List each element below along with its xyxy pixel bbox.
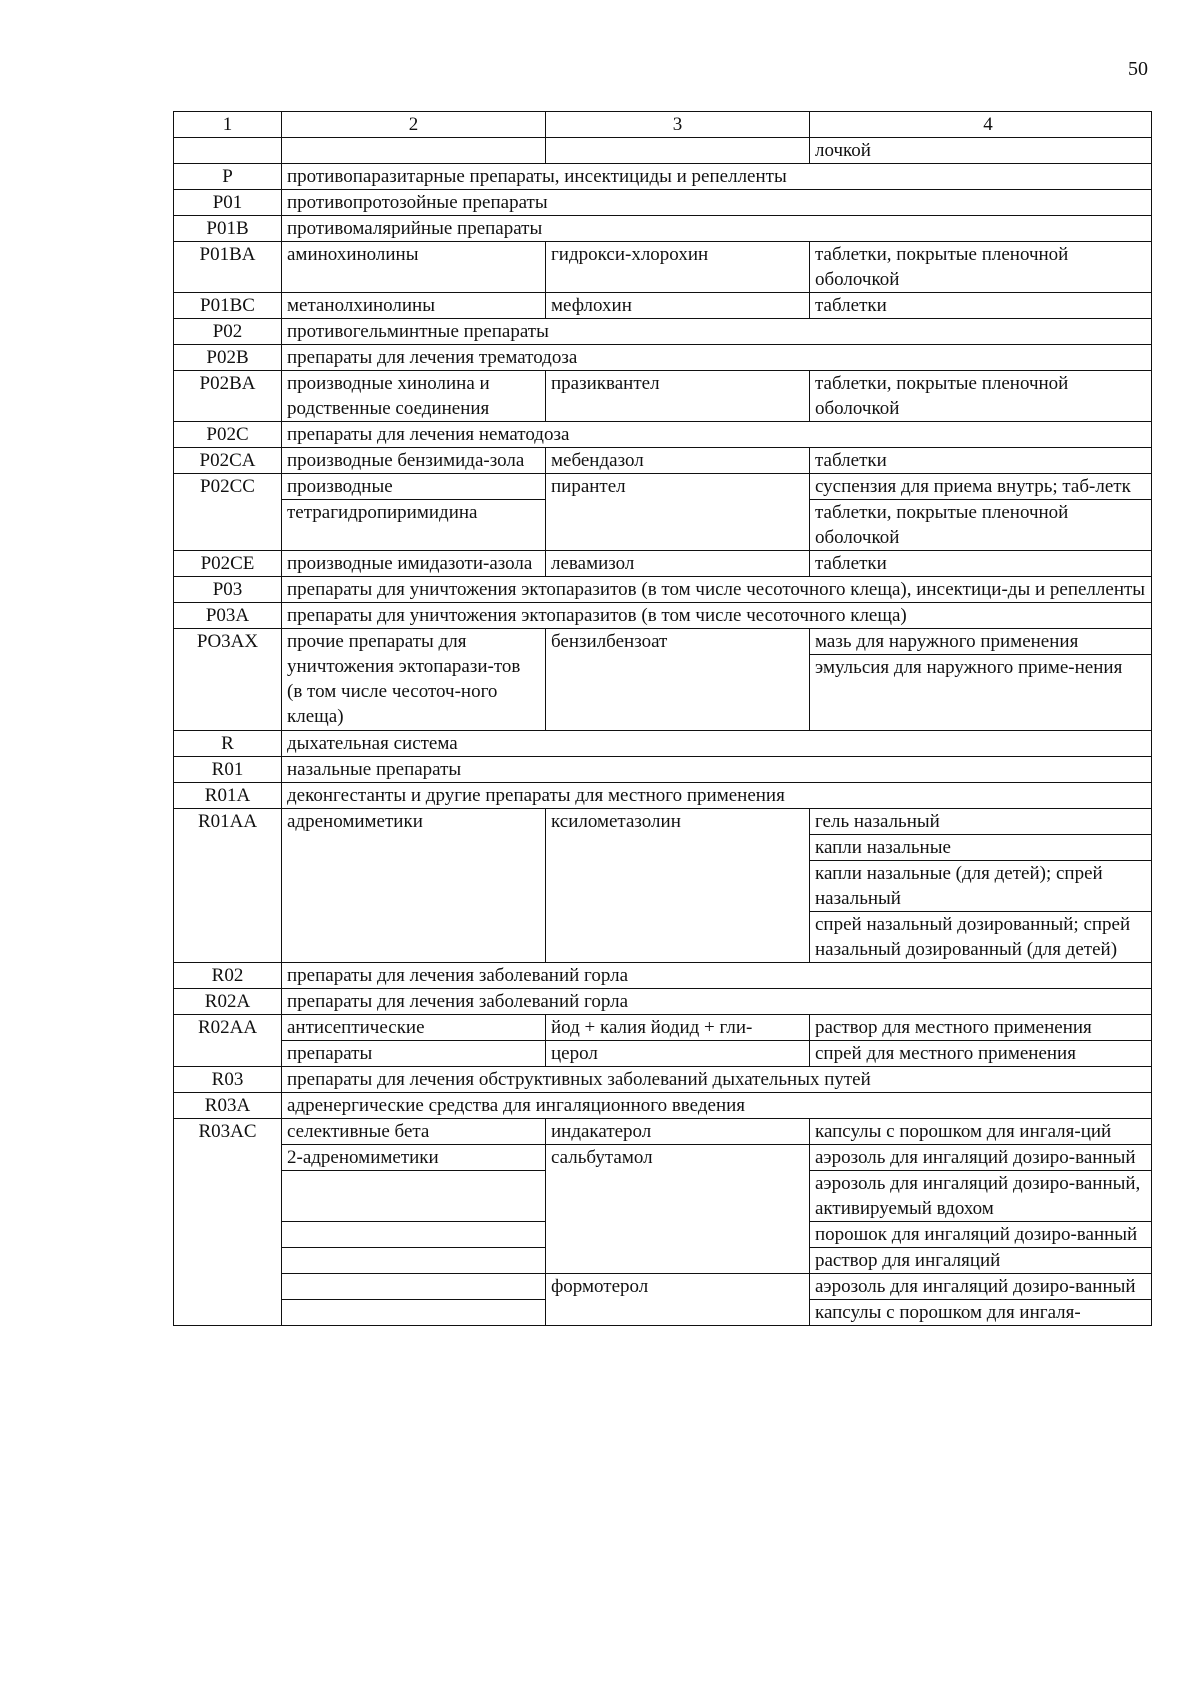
drug-name: сальбутамол <box>546 1145 810 1274</box>
dosage-form: таблетки, покрытые пленочной оболочкой <box>810 500 1152 551</box>
group-title: противопротозойные препараты <box>282 190 1152 216</box>
page-number: 50 <box>1128 58 1148 80</box>
dosage-form: таблетки <box>810 293 1152 319</box>
dosage-form: таблетки, покрытые пленочной оболочкой <box>810 371 1152 422</box>
group-title: препараты для лечения трематодоза <box>282 345 1152 371</box>
group-title: препараты для уничтожения эктопаразитов (в том числе чесоточного клеща) <box>282 603 1152 629</box>
group-title: деконгестанты и другие препараты для местного применения <box>282 783 1152 809</box>
dosage-form: аэрозоль для ингаляций дозиро-ванный <box>810 1274 1152 1300</box>
atc-code: R03A <box>174 1093 282 1119</box>
pharm-group <box>282 1171 546 1222</box>
pharm-group: адреномиметики <box>282 809 546 963</box>
atc-code: P02CA <box>174 448 282 474</box>
pharm-group: антисептические <box>282 1015 546 1041</box>
pharm-group <box>282 138 546 164</box>
atc-code: R02 <box>174 963 282 989</box>
atc-code: R01AA <box>174 809 282 963</box>
pharm-group: производные бензимида-зола <box>282 448 546 474</box>
atc-code: R03 <box>174 1067 282 1093</box>
dosage-form: порошок для ингаляций дозиро-ванный <box>810 1222 1152 1248</box>
table-row <box>174 1067 1152 1093</box>
medication-table <box>173 111 1152 1326</box>
atc-code: R <box>174 731 282 757</box>
group-title: препараты для лечения нематодоза <box>282 422 1152 448</box>
group-title: препараты для лечения обструктивных заболеваний дыхательных путей <box>282 1067 1152 1093</box>
table-row <box>174 293 1152 319</box>
atc-code: P <box>174 164 282 190</box>
atc-code: R02AA <box>174 1015 282 1067</box>
table-row <box>174 345 1152 371</box>
pharm-group <box>282 1274 546 1300</box>
dosage-form: капсулы с порошком для ингаля-ций <box>810 1119 1152 1145</box>
dosage-form: капсулы с порошком для ингаля- <box>810 1300 1152 1326</box>
dosage-form: аэрозоль для ингаляций дозиро-ванный, активируемый вдохом <box>810 1171 1152 1222</box>
group-title: препараты для лечения заболеваний горла <box>282 963 1152 989</box>
table-row <box>174 216 1152 242</box>
drug-name: мебендазол <box>546 448 810 474</box>
table-row <box>174 603 1152 629</box>
drug-name: пирантел <box>546 474 810 551</box>
table-row <box>174 242 1152 293</box>
atc-code: P03A <box>174 603 282 629</box>
atc-code: R01A <box>174 783 282 809</box>
table-row <box>174 577 1152 603</box>
atc-code: P02CE <box>174 551 282 577</box>
table-row <box>174 164 1152 190</box>
column-header-3: 3 <box>546 112 810 138</box>
group-title: препараты для уничтожения эктопаразитов (в том числе чесоточного клеща), инсектици-ды и репелленты <box>282 577 1152 603</box>
table-row <box>174 371 1152 422</box>
group-title: противогельминтные препараты <box>282 319 1152 345</box>
pharm-group: препараты <box>282 1041 546 1067</box>
group-title: препараты для лечения заболеваний горла <box>282 989 1152 1015</box>
pharm-group: метанолхинолины <box>282 293 546 319</box>
column-header-4: 4 <box>810 112 1152 138</box>
drug-name: гидрокси-хлорохин <box>546 242 810 293</box>
drug-name: ксилометазолин <box>546 809 810 963</box>
pharm-group: аминохинолины <box>282 242 546 293</box>
dosage-form: раствор для ингаляций <box>810 1248 1152 1274</box>
table-row <box>174 783 1152 809</box>
dosage-form: лочкой <box>810 138 1152 164</box>
pharm-group: производные имидазоти-азола <box>282 551 546 577</box>
drug-name: индакатерол <box>546 1119 810 1145</box>
pharm-group: производные <box>282 474 546 500</box>
atc-code: P01B <box>174 216 282 242</box>
dosage-form: капли назальные (для детей); спрей назальный <box>810 861 1152 912</box>
dosage-form: таблетки <box>810 551 1152 577</box>
pharm-group <box>282 1300 546 1326</box>
dosage-form: эмульсия для наружного приме-нения <box>810 655 1152 731</box>
dosage-form: раствор для местного применения <box>810 1015 1152 1041</box>
table-row <box>174 1274 1152 1300</box>
drug-name: мефлохин <box>546 293 810 319</box>
column-header-2: 2 <box>282 112 546 138</box>
table-row <box>174 757 1152 783</box>
table-row <box>174 422 1152 448</box>
table-row <box>174 629 1152 655</box>
atc-code: R02A <box>174 989 282 1015</box>
drug-name <box>546 138 810 164</box>
group-title: адренергические средства для ингаляционного введения <box>282 1093 1152 1119</box>
atc-code: P02B <box>174 345 282 371</box>
group-title: дыхательная система <box>282 731 1152 757</box>
table-row <box>174 551 1152 577</box>
atc-code: P01 <box>174 190 282 216</box>
atc-code: P02BA <box>174 371 282 422</box>
table-row <box>174 809 1152 835</box>
drug-name: формотерол <box>546 1274 810 1326</box>
table-row <box>174 474 1152 500</box>
dosage-form: спрей назальный дозированный; спрей назальный дозированный (для детей) <box>810 912 1152 963</box>
table-row <box>174 731 1152 757</box>
table-row <box>174 1093 1152 1119</box>
table-row <box>174 319 1152 345</box>
table-row <box>174 963 1152 989</box>
pharm-group: производные хинолина и родственные соединения <box>282 371 546 422</box>
table-row <box>174 1015 1152 1041</box>
drug-name: празиквантел <box>546 371 810 422</box>
atc-code: PO3AX <box>174 629 282 731</box>
table-row <box>174 138 1152 164</box>
dosage-form: таблетки, покрытые пленочной оболочкой <box>810 242 1152 293</box>
pharm-group: прочие препараты для уничтожения эктопарази-тов (в том числе чесоточ-ного клеща) <box>282 629 546 731</box>
group-title: назальные препараты <box>282 757 1152 783</box>
pharm-group <box>282 1222 546 1248</box>
drug-name: церол <box>546 1041 810 1067</box>
atc-code: P02 <box>174 319 282 345</box>
atc-code: R01 <box>174 757 282 783</box>
atc-code: P02CC <box>174 474 282 551</box>
table-row <box>174 1041 1152 1067</box>
table-row <box>174 1145 1152 1171</box>
pharm-group: тетрагидропиримидина <box>282 500 546 551</box>
dosage-form: капли назальные <box>810 835 1152 861</box>
pharm-group: 2-адреномиметики <box>282 1145 546 1171</box>
table-header-row <box>174 112 1152 138</box>
atc-code: P01BC <box>174 293 282 319</box>
table-row <box>174 1119 1152 1145</box>
drug-name: левамизол <box>546 551 810 577</box>
dosage-form: суспензия для приема внутрь; таб-летк <box>810 474 1152 500</box>
pharm-group: селективные бета <box>282 1119 546 1145</box>
column-header-1: 1 <box>174 112 282 138</box>
group-title: противомалярийные препараты <box>282 216 1152 242</box>
dosage-form: мазь для наружного применения <box>810 629 1152 655</box>
atc-code: P02C <box>174 422 282 448</box>
dosage-form: таблетки <box>810 448 1152 474</box>
atc-code <box>174 138 282 164</box>
table-row <box>174 448 1152 474</box>
atc-code: P03 <box>174 577 282 603</box>
drug-name: бензилбензоат <box>546 629 810 731</box>
table-row <box>174 989 1152 1015</box>
group-title: противопаразитарные препараты, инсектициды и репелленты <box>282 164 1152 190</box>
atc-code: P01BA <box>174 242 282 293</box>
dosage-form: гель назальный <box>810 809 1152 835</box>
drug-name: йод + калия йодид + гли- <box>546 1015 810 1041</box>
dosage-form: спрей для местного применения <box>810 1041 1152 1067</box>
pharm-group <box>282 1248 546 1274</box>
dosage-form: аэрозоль для ингаляций дозиро-ванный <box>810 1145 1152 1171</box>
atc-code: R03AC <box>174 1119 282 1326</box>
table-row <box>174 190 1152 216</box>
